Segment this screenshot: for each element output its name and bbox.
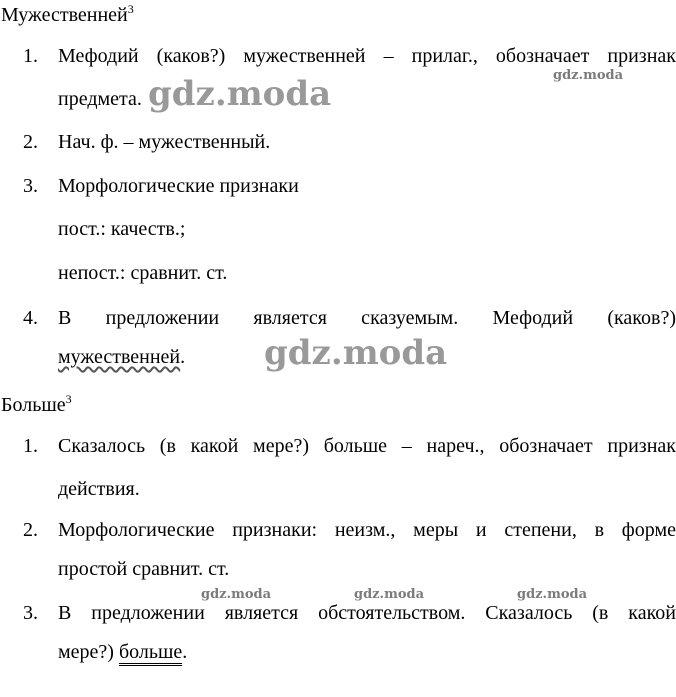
watermark-small: gdz.moda (201, 587, 272, 602)
list-item-text: предмета. (58, 88, 142, 110)
list-item-text: мужественней. (58, 346, 186, 368)
list-item-text: В предложении является обстоятельством. Сказалось (в какой (58, 602, 676, 624)
list-item-subtext: пост.: качеств.; (58, 218, 186, 240)
list-number: 3. (23, 602, 38, 624)
list-number: 1. (23, 45, 38, 67)
watermark-small: gdz.moda (517, 587, 588, 602)
list-number: 2. (23, 519, 38, 541)
watermark-small: gdz.moda (354, 587, 425, 602)
list-item-text: Морфологические признаки: неизм., меры и степени, в форме (58, 519, 676, 541)
section-heading-2 (1, 393, 72, 417)
underlined-adverbial: больше (119, 641, 182, 666)
heading-superscript: 3 (127, 2, 134, 16)
list-item-text: Нач. ф. – мужественный. (58, 131, 271, 153)
list-number: 4. (23, 307, 38, 329)
list-item-text: В предложении является сказуемым. Мефодий (каков?) (58, 307, 676, 329)
list-number: 1. (23, 435, 38, 457)
list-item-text: Сказалось (в какой мере?) больше – нареч., обозначает признак (58, 435, 676, 457)
list-item-text: действия. (58, 478, 140, 500)
list-item-text: Морфологические признаки (58, 175, 299, 197)
section-heading-1 (1, 3, 134, 27)
watermark-small: gdz.moda (553, 68, 624, 83)
list-number: 3. (23, 175, 38, 197)
list-item-text: простой сравнит. ст. (58, 558, 230, 580)
list-item-text: мере?) больше. (58, 640, 187, 664)
heading-superscript: 3 (65, 392, 72, 406)
heading-word: Мужественней (1, 4, 128, 26)
list-item-text: Мефодий (каков?) мужественней – прилаг., обозначает признак (58, 45, 676, 67)
list-item-subtext: непост.: сравнит. ст. (58, 262, 228, 284)
list-number: 2. (23, 131, 38, 153)
heading-word: Больше (1, 394, 66, 416)
underlined-predicate: мужественней (58, 346, 181, 368)
watermark-logo: gdz.moda (148, 74, 332, 114)
watermark-logo: gdz.moda (264, 333, 448, 373)
